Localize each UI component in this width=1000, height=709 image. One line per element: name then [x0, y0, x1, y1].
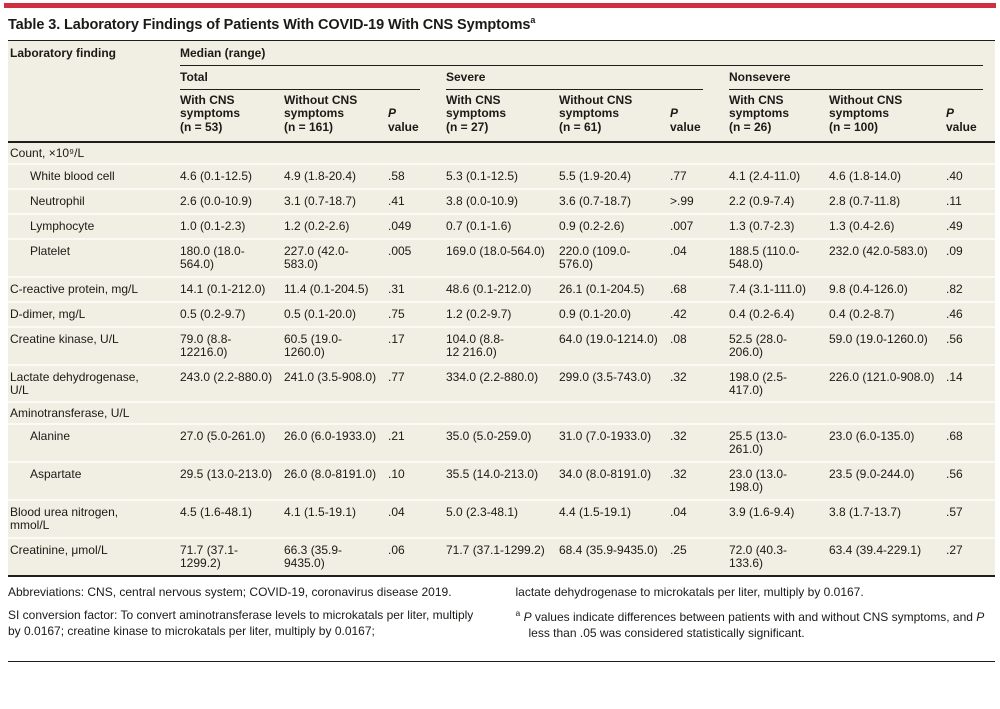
value-cell: 23.0 (13.0-198.0)	[729, 467, 788, 495]
row-label: Lactate dehydrogenase, U/L	[10, 369, 139, 397]
column-header-severe-with-cns: With CNS symptoms (n = 27)	[446, 92, 507, 134]
value-cell: 71.7 (37.1-1299.2)	[180, 543, 239, 571]
column-header-total-with-cns: With CNS symptoms (n = 53)	[180, 92, 241, 134]
value-cell: 1.0 (0.1-2.3)	[180, 218, 246, 233]
accent-bar	[4, 3, 996, 8]
row-label: Creatine kinase, U/L	[10, 331, 119, 346]
p-value-cell: .049	[388, 218, 412, 233]
value-cell: 188.5 (110.0-548.0)	[729, 243, 800, 271]
footnotes-left-column	[8, 585, 488, 649]
value-cell: 29.5 (13.0-213.0)	[180, 467, 273, 482]
p-value-cell: .49	[946, 218, 963, 233]
row-label: Blood urea nitrogen, mmol/L	[10, 505, 119, 533]
value-cell: 34.0 (8.0-8191.0)	[559, 467, 652, 482]
row-label: Alanine	[30, 429, 71, 444]
value-cell: 3.8 (1.7-13.7)	[829, 505, 902, 520]
table-row	[8, 302, 995, 327]
p-value-cell: .77	[388, 369, 405, 384]
row-label: Aspartate	[30, 467, 82, 482]
value-cell: 1.3 (0.7-2.3)	[729, 218, 795, 233]
table-body	[8, 142, 995, 576]
value-cell: 0.9 (0.2-2.6)	[559, 218, 625, 233]
value-cell: 60.5 (19.0-1260.0)	[284, 331, 343, 359]
table-row	[8, 538, 995, 576]
value-cell: 23.0 (6.0-135.0)	[829, 429, 915, 444]
p-value-cell: .27	[946, 543, 963, 558]
value-cell: 4.4 (1.5-19.1)	[559, 505, 632, 520]
row-label: Neutrophil	[30, 193, 85, 208]
row-label: White blood cell	[30, 168, 115, 183]
table-row	[8, 277, 995, 302]
spanner-median-range: Median (range)	[180, 40, 995, 66]
value-cell: 5.5 (1.9-20.4)	[559, 168, 632, 183]
p-value-cell: .77	[670, 168, 687, 183]
p-value-cell: .57	[946, 505, 963, 520]
table-row	[8, 214, 995, 239]
p-value-cell: .32	[670, 467, 687, 482]
p-value-footnote-text: P values indicate differences between patients with and without CNS symptoms, and P less than .05 was considered statistically significant.	[523, 609, 985, 640]
p-value-cell: .46	[946, 306, 963, 321]
value-cell: 243.0 (2.2-880.0)	[180, 369, 273, 384]
value-cell: 35.0 (5.0-259.0)	[446, 429, 532, 444]
value-cell: 198.0 (2.5-417.0)	[729, 369, 788, 397]
column-header-nonsevere-without-cns: Without CNS symptoms (n = 100)	[829, 92, 903, 134]
p-value-cell: .41	[388, 193, 405, 208]
value-cell: 227.0 (42.0-583.0)	[284, 243, 349, 271]
value-cell: 104.0 (8.8-12 216.0)	[446, 331, 505, 359]
column-header-laboratory-finding: Laboratory finding	[10, 45, 116, 60]
table-row	[8, 239, 995, 277]
value-cell: 3.9 (1.6-9.4)	[729, 505, 795, 520]
value-cell: 2.6 (0.0-10.9)	[180, 193, 253, 208]
table-row	[8, 462, 995, 500]
value-cell: 27.0 (5.0-261.0)	[180, 429, 266, 444]
value-cell: 23.5 (9.0-244.0)	[829, 467, 915, 482]
table-row	[8, 424, 995, 462]
si-conversion-note: SI conversion factor: To convert aminotransferase levels to microkatals per liter, multiply by 0.0167; creatine kinase to microkatals per liter, multiply by 0.0167;	[8, 607, 474, 638]
table-row	[8, 189, 995, 214]
table-title-text: Table 3. Laboratory Findings of Patients With COVID-19 With CNS Symptoms	[8, 16, 531, 33]
row-label: Creatinine, μmol/L	[10, 543, 108, 558]
value-cell: 0.7 (0.1-1.6)	[446, 218, 512, 233]
value-cell: 25.5 (13.0-261.0)	[729, 429, 788, 457]
value-cell: 169.0 (18.0-564.0)	[446, 243, 545, 258]
value-cell: 2.8 (0.7-11.8)	[829, 193, 901, 208]
value-cell: 26.0 (8.0-8191.0)	[284, 467, 377, 482]
value-cell: 0.4 (0.2-6.4)	[729, 306, 795, 321]
value-cell: 241.0 (3.5-908.0)	[284, 369, 377, 384]
column-header-nonsevere-p-value: P value	[946, 106, 977, 134]
value-cell: 180.0 (18.0-564.0)	[180, 243, 245, 271]
value-cell: 64.0 (19.0-1214.0)	[559, 331, 658, 346]
value-cell: 26.0 (6.0-1933.0)	[284, 429, 377, 444]
p-value-cell: .68	[946, 429, 963, 444]
column-header-nonsevere-with-cns: With CNS symptoms (n = 26)	[729, 92, 790, 134]
p-value-cell: .32	[670, 369, 687, 384]
p-value-cell: .75	[388, 306, 405, 321]
p-value-cell: .04	[670, 505, 687, 520]
table-header	[8, 40, 995, 142]
p-value-footnote	[516, 608, 996, 642]
group-header-severe: Severe	[446, 66, 729, 89]
column-header-total-p-value: P value	[388, 106, 419, 134]
value-cell: 7.4 (3.1-111.0)	[729, 281, 806, 296]
value-cell: 48.6 (0.1-212.0)	[446, 281, 532, 296]
value-cell: 26.1 (0.1-204.5)	[559, 281, 645, 296]
p-value-cell: .25	[670, 543, 687, 558]
p-value-cell: .31	[388, 281, 405, 296]
value-cell: 79.0 (8.8-12216.0)	[180, 331, 232, 359]
spanner-row	[8, 40, 995, 66]
value-cell: 4.1 (2.4-11.0)	[729, 168, 801, 183]
footnote-marker-a: a	[515, 607, 521, 618]
p-value-cell: .56	[946, 467, 963, 482]
table-row	[8, 365, 995, 403]
value-cell: 232.0 (42.0-583.0)	[829, 243, 928, 258]
p-value-cell: .58	[388, 168, 405, 183]
value-cell: 4.6 (1.8-14.0)	[829, 168, 902, 183]
value-cell: 35.5 (14.0-213.0)	[446, 467, 539, 482]
title-footnote-marker: a	[530, 15, 536, 25]
section-label: Count, ×10⁹/L	[10, 145, 85, 160]
value-cell: 4.6 (0.1-12.5)	[180, 168, 253, 183]
p-value-cell: >.99	[670, 193, 694, 208]
value-cell: 3.6 (0.7-18.7)	[559, 193, 632, 208]
p-value-cell: .08	[670, 331, 687, 346]
value-cell: 0.5 (0.2-9.7)	[180, 306, 246, 321]
value-cell: 31.0 (7.0-1933.0)	[559, 429, 652, 444]
value-cell: 1.3 (0.4-2.6)	[829, 218, 895, 233]
row-label: Lymphocyte	[30, 218, 95, 233]
value-cell: 5.3 (0.1-12.5)	[446, 168, 519, 183]
value-cell: 1.2 (0.2-2.6)	[284, 218, 350, 233]
p-value-cell: .40	[946, 168, 963, 183]
section-label: Aminotransferase, U/L	[10, 405, 130, 420]
p-value-cell: .82	[946, 281, 963, 296]
table-footer	[8, 577, 995, 662]
table-row	[8, 500, 995, 538]
column-header-severe-without-cns: Without CNS symptoms (n = 61)	[559, 92, 633, 134]
footnotes-right-column	[516, 585, 996, 649]
p-value-cell: .32	[670, 429, 687, 444]
value-cell: 52.5 (28.0-206.0)	[729, 331, 788, 359]
p-value-cell: .11	[946, 193, 962, 208]
value-cell: 14.1 (0.1-212.0)	[180, 281, 266, 296]
column-header-severe-p-value: P value	[670, 106, 701, 134]
row-label: Platelet	[30, 243, 71, 258]
row-label: C-reactive protein, mg/L	[10, 281, 139, 296]
value-cell: 4.5 (1.6-48.1)	[180, 505, 253, 520]
section-row	[8, 142, 995, 164]
value-cell: 0.4 (0.2-8.7)	[829, 306, 895, 321]
value-cell: 299.0 (3.5-743.0)	[559, 369, 652, 384]
p-value-cell: .09	[946, 243, 963, 258]
row-label: D-dimer, mg/L	[10, 306, 86, 321]
value-cell: 72.0 (40.3-133.6)	[729, 543, 788, 571]
value-cell: 3.8 (0.0-10.9)	[446, 193, 519, 208]
value-cell: 220.0 (109.0-576.0)	[559, 243, 631, 271]
p-value-cell: .14	[946, 369, 963, 384]
value-cell: 71.7 (37.1-1299.2)	[446, 543, 545, 558]
value-cell: 4.1 (1.5-19.1)	[284, 505, 357, 520]
value-cell: 0.9 (0.1-20.0)	[559, 306, 632, 321]
section-row	[8, 402, 995, 424]
value-cell: 0.5 (0.1-20.0)	[284, 306, 357, 321]
table-title	[8, 15, 995, 33]
p-value-cell: .21	[388, 429, 405, 444]
group-header-total: Total	[180, 66, 446, 89]
p-value-cell: .06	[388, 543, 405, 558]
value-cell: 9.8 (0.4-126.0)	[829, 281, 908, 296]
p-value-cell: .04	[670, 243, 687, 258]
value-cell: 2.2 (0.9-7.4)	[729, 193, 795, 208]
p-value-cell: .10	[388, 467, 405, 482]
p-value-cell: .005	[388, 243, 412, 258]
value-cell: 59.0 (19.0-1260.0)	[829, 331, 928, 346]
value-cell: 66.3 (35.9-9435.0)	[284, 543, 343, 571]
column-header-total-without-cns: Without CNS symptoms (n = 161)	[284, 92, 358, 134]
p-value-cell: .56	[946, 331, 963, 346]
p-value-cell: .04	[388, 505, 405, 520]
value-cell: 226.0 (121.0-908.0)	[829, 369, 935, 384]
p-value-cell: .68	[670, 281, 687, 296]
value-cell: 5.0 (2.3-48.1)	[446, 505, 519, 520]
table-row	[8, 164, 995, 189]
value-cell: 334.0 (2.2-880.0)	[446, 369, 539, 384]
value-cell: 4.9 (1.8-20.4)	[284, 168, 357, 183]
table-row	[8, 327, 995, 365]
si-conversion-note-continued: lactate dehydrogenase to microkatals per liter, multiply by 0.0167.	[515, 585, 864, 600]
p-value-cell: .42	[670, 306, 687, 321]
p-value-cell: .17	[388, 331, 405, 346]
value-cell: 11.4 (0.1-204.5)	[284, 281, 369, 296]
value-cell: 1.2 (0.2-9.7)	[446, 306, 512, 321]
value-cell: 3.1 (0.7-18.7)	[284, 193, 357, 208]
value-cell: 68.4 (35.9-9435.0)	[559, 543, 658, 558]
value-cell: 63.4 (39.4-229.1)	[829, 543, 922, 558]
abbreviations-note: Abbreviations: CNS, central nervous system; COVID-19, coronavirus disease 2019.	[8, 585, 452, 600]
group-header-nonsevere: Nonsevere	[729, 66, 995, 89]
p-value-cell: .007	[670, 218, 694, 233]
lab-findings-table	[8, 40, 995, 577]
